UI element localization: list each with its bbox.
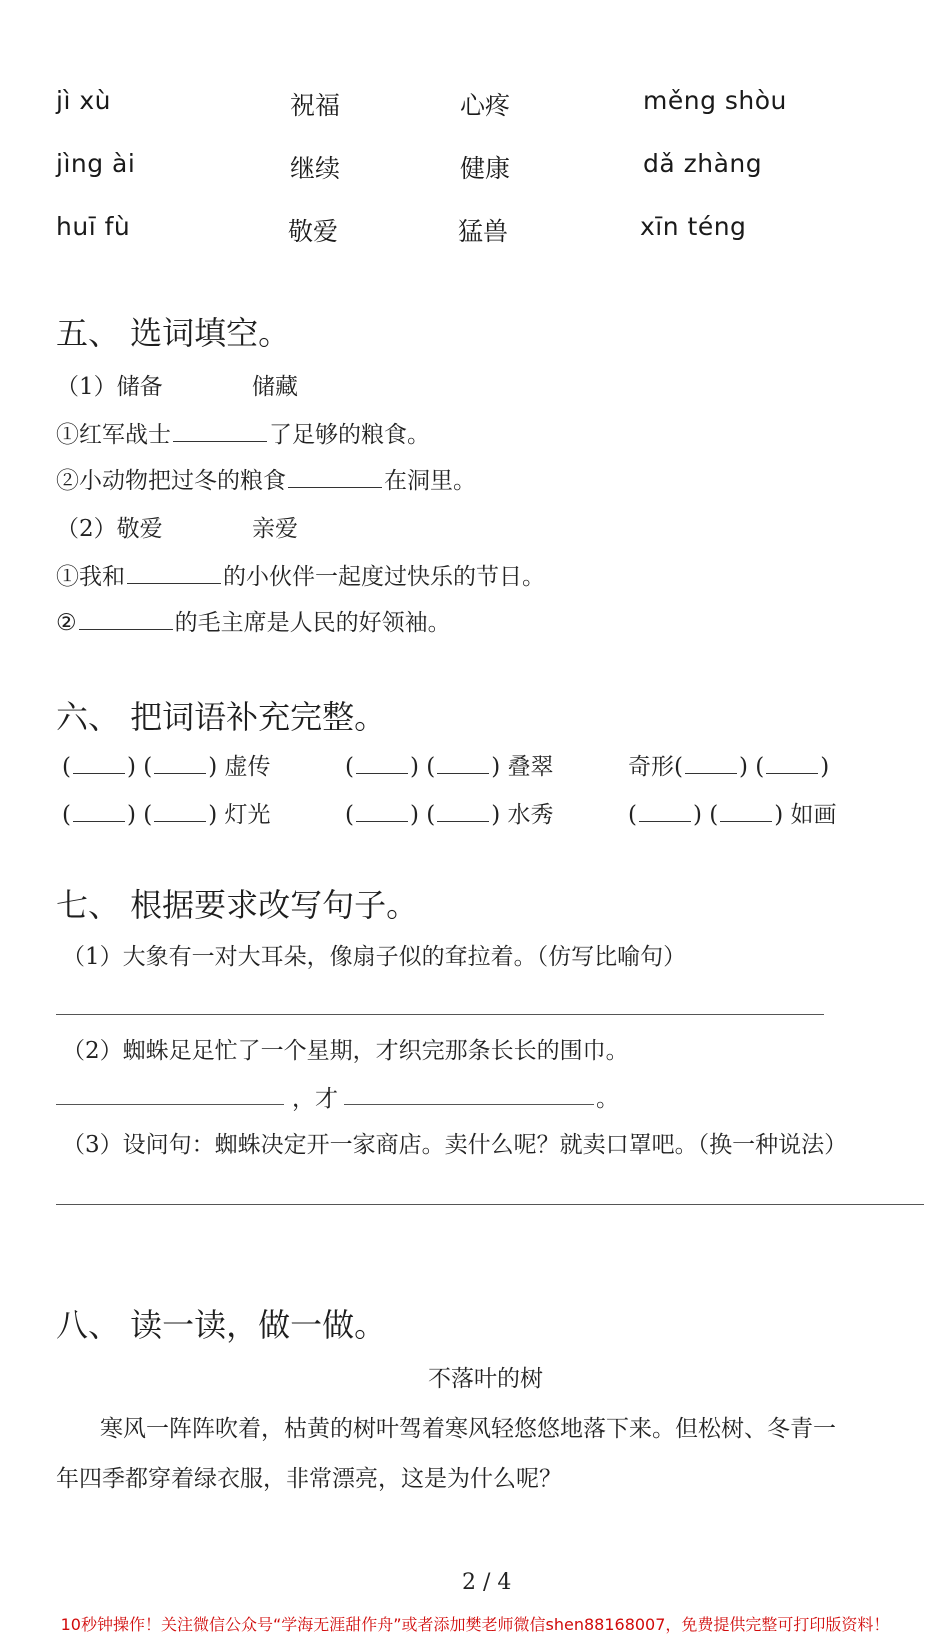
word-cell: 敬爱 — [288, 217, 339, 246]
fill-blank[interactable] — [356, 751, 408, 774]
idiom-fragment: 灯光 — [224, 802, 271, 828]
fill-blank[interactable] — [639, 799, 691, 822]
idiom-item: ( ) ( ) 叠翠 — [345, 748, 554, 781]
paragraph-line: 年四季都穿着绿衣服，非常漂亮，这是为什么呢？ — [56, 1466, 562, 1492]
idiom-item: ( ) ( ) 水秀 — [345, 796, 554, 829]
question-text: 在洞里。 — [384, 468, 476, 494]
story-title: 不落叶的树 — [428, 1366, 543, 1392]
question-text: （3）设问句：蜘蛛决定开一家商店。卖什么呢？就卖口罩吧。（换一种说法） — [62, 1132, 848, 1158]
question-text: 了足够的粮食。 — [269, 422, 430, 448]
pinyin-cell: huī fù — [56, 212, 131, 241]
section-title: 八、 读一读，做一做。 — [56, 1306, 387, 1344]
idiom-item: 奇形( ) ( ) — [628, 748, 829, 781]
paragraph-line: 寒风一阵阵吹着，枯黄的树叶驾着寒风轻悠悠地落下来。但松树、冬青一 — [100, 1416, 836, 1442]
page-number: 2 / 4 — [462, 1570, 512, 1595]
fill-blank[interactable] — [766, 751, 818, 774]
question-text: （1）大象有一对大耳朵，像扇子似的耷拉着。（仿写比喻句） — [62, 944, 687, 970]
fill-blank[interactable] — [127, 561, 221, 584]
word-choice: 亲爱 — [252, 516, 298, 542]
answer-line[interactable] — [56, 1014, 824, 1015]
fill-blank[interactable] — [437, 751, 489, 774]
question-line — [56, 558, 545, 591]
connector-text: 。 — [596, 1086, 619, 1112]
section-title: 六、 把词语补充完整。 — [56, 698, 387, 736]
connector-text: ，才 — [292, 1086, 338, 1112]
pinyin-cell: jì xù — [56, 86, 111, 115]
idiom-fragment: 叠翠 — [507, 754, 554, 780]
fill-blank[interactable] — [173, 419, 267, 442]
word-cell: 继续 — [290, 154, 341, 183]
fill-blank[interactable] — [154, 751, 206, 774]
word-cell: 祝福 — [290, 91, 341, 120]
idiom-item: ( ) ( ) 虚传 — [62, 748, 271, 781]
fill-blank[interactable] — [356, 799, 408, 822]
promo-footer — [0, 1612, 950, 1640]
footer-text: 10秒钟操作！关注微信公众号“学海无涯甜作舟”或者添加樊老师微信shen88168007，免费提供完整可打印版资料！ — [60, 1615, 890, 1634]
answer-line[interactable] — [56, 1204, 924, 1205]
pinyin-cell: měng shòu — [643, 86, 787, 115]
fill-blank[interactable] — [79, 607, 173, 630]
word-choice: 储藏 — [252, 374, 298, 400]
pinyin-cell: jìng ài — [56, 149, 136, 178]
fill-blank[interactable] — [437, 799, 489, 822]
pinyin-cell: xīn téng — [640, 212, 747, 241]
answer-line[interactable] — [56, 1104, 284, 1105]
question-text: 的小伙伴一起度过快乐的节日。 — [223, 564, 545, 590]
question-text: （2）蜘蛛足足忙了一个星期，才织完那条长长的围巾。 — [62, 1038, 629, 1064]
pinyin-cell: dǎ zhàng — [643, 149, 763, 178]
idiom-item: ( ) ( ) 如画 — [628, 796, 837, 829]
word-choice-label: （2）敬爱 — [56, 516, 163, 542]
fill-blank[interactable] — [685, 751, 737, 774]
fill-blank[interactable] — [720, 799, 772, 822]
idiom-fragment: 如画 — [790, 802, 837, 828]
fill-blank[interactable] — [73, 799, 125, 822]
word-cell: 猛兽 — [458, 217, 509, 246]
question-line — [56, 462, 476, 495]
idiom-fragment: 虚传 — [224, 754, 271, 780]
question-line — [56, 416, 430, 449]
question-text: ② — [56, 610, 77, 636]
question-text: ①我和 — [56, 564, 125, 590]
question-line — [56, 604, 451, 637]
word-choice-label: （1）储备 — [56, 374, 163, 400]
section-title: 五、 选词填空。 — [56, 314, 291, 352]
idiom-item: ( ) ( ) 灯光 — [62, 796, 271, 829]
fill-blank[interactable] — [73, 751, 125, 774]
word-cell: 健康 — [460, 154, 511, 183]
idiom-fragment: 奇形 — [628, 754, 674, 780]
question-text: ②小动物把过冬的粮食 — [56, 468, 286, 494]
idiom-fragment: 水秀 — [507, 802, 554, 828]
word-cell: 心疼 — [460, 91, 511, 120]
fill-blank[interactable] — [288, 465, 382, 488]
answer-line[interactable] — [344, 1104, 594, 1105]
question-text: ①红军战士 — [56, 422, 171, 448]
question-text: 的毛主席是人民的好领袖。 — [174, 610, 451, 636]
fill-blank[interactable] — [154, 799, 206, 822]
section-title: 七、 根据要求改写句子。 — [56, 886, 419, 924]
